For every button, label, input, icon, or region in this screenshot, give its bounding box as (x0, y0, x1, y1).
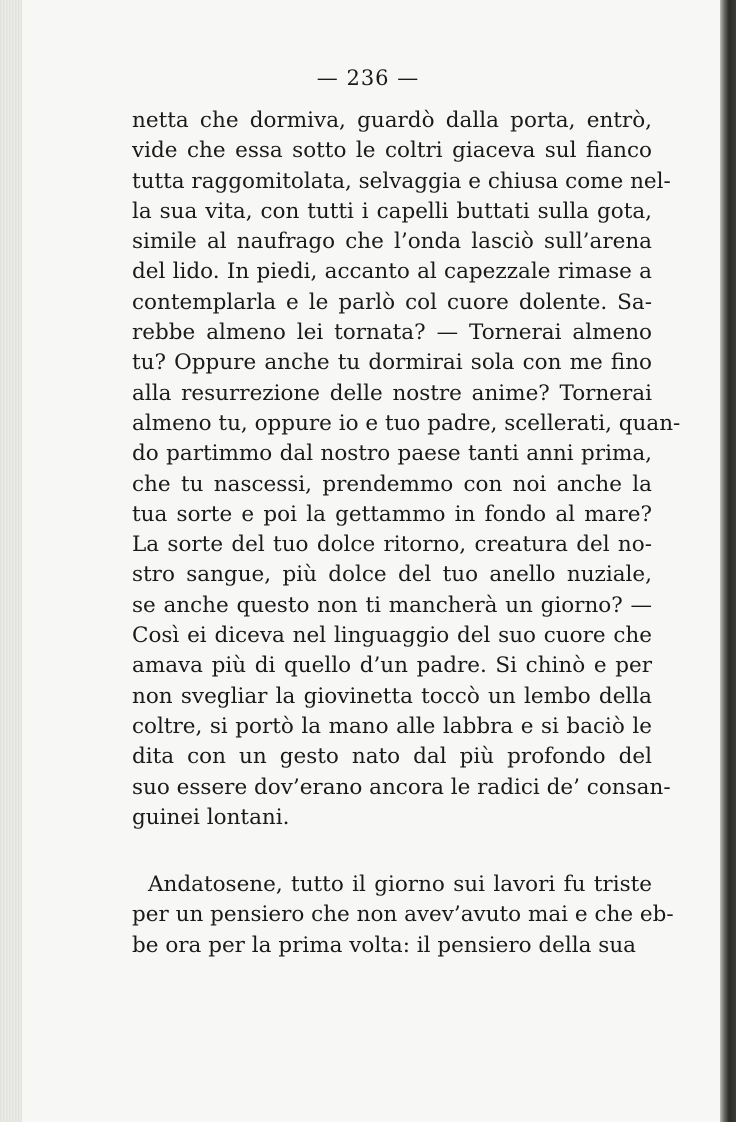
text-line: La sorte del tuo dolce ritorno, creatura del no- (132, 532, 652, 558)
text-line: tua sorte e poi la gettammo in fondo al mare? (132, 501, 652, 527)
text-line: alla resurrezione delle nostre anime? Tornerai (132, 380, 652, 406)
text-line: vide che essa sotto le coltri giaceva sul fianco (132, 138, 652, 164)
text-line: Andatosene, tutto il giorno sui lavori fu triste (148, 872, 652, 897)
text-line: guinei lontani. (132, 804, 290, 830)
page-number: — 236 — (316, 66, 420, 90)
binding-edge (0, 0, 22, 1122)
text-line: netta che dormiva, guardò dalla porta, entrò, (132, 108, 652, 133)
page-edge-shadow (720, 0, 736, 1122)
text-line: dita con un gesto nato dal più profondo del (132, 744, 652, 770)
text-line: be ora per la prima volta: il pensiero della sua (132, 932, 636, 958)
text-line: simile al naufrago che l’onda lasciò sull’arena (132, 229, 652, 255)
text-line: se anche questo non ti mancherà un giorno? — (132, 592, 652, 618)
paragraph-1 (132, 106, 681, 833)
text-line: non svegliar la giovinetta toccò un lembo della (132, 683, 652, 709)
text-line: tu? Oppure anche tu dormirai sola con me fino (132, 350, 652, 376)
text-line: Così ei diceva nel linguaggio del suo cuore che (132, 623, 652, 649)
text-line: del lido. In piedi, accanto al capezzale rimase a (132, 259, 652, 285)
text-line: tutta raggomitolata, selvaggia e chiusa come nel- (132, 168, 671, 194)
paragraph-2 (132, 870, 674, 961)
text-line: almeno tu, oppure io e tuo padre, scellerati, quan- (132, 410, 681, 436)
text-line: rebbe almeno lei tornata? — Tornerai almeno (132, 320, 652, 346)
text-line: suo essere dov’erano ancora le radici de’ consan- (132, 774, 671, 800)
text-line: coltre, si portò la mano alle labbra e si baciò le (132, 713, 652, 739)
text-line: stro sangue, più dolce del tuo anello nuziale, (132, 562, 652, 588)
text-line: la sua vita, con tutti i capelli buttati sulla gota, (132, 198, 652, 224)
text-line: do partimmo dal nostro paese tanti anni prima, (132, 441, 652, 467)
text-line: amava più di quello d’un padre. Si chinò e per (132, 653, 652, 679)
text-line: per un pensiero che non avev’avuto mai e che eb- (132, 902, 674, 928)
text-line: che tu nascessi, prendemmo con noi anche la (132, 471, 652, 497)
text-line: contemplarla e le parlò col cuore dolente. Sa- (132, 289, 652, 315)
